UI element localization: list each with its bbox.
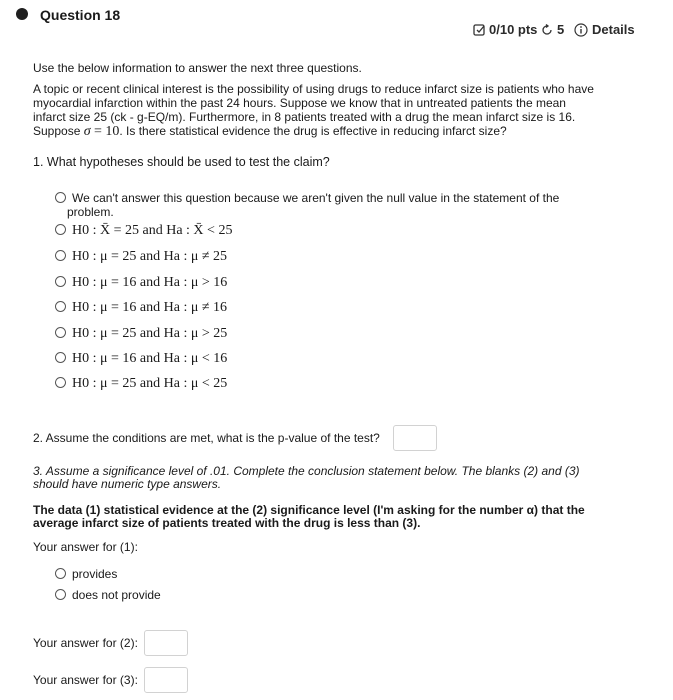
q1-option-7[interactable]	[55, 376, 227, 392]
q1-option-0-radio[interactable]	[55, 192, 66, 203]
checkbox-edit-icon	[473, 23, 486, 36]
q1-option-2-radio[interactable]	[55, 250, 66, 261]
q3-choice-provides[interactable]	[55, 567, 117, 581]
q3-choice-does-not-provide-label: does not provide	[72, 588, 161, 602]
sigma-value: = 10	[93, 124, 120, 139]
q2-prompt: 2. Assume the conditions are met, what is the p-value of the test?	[33, 431, 380, 445]
problem-line-3: infarct size 25 (ck - g-EQ/m). Furthermore, in 8 patients treated with a drug the mean infarct size is 16.	[33, 110, 576, 124]
details-label: Details	[592, 22, 635, 37]
q1-option-2[interactable]	[55, 249, 227, 265]
q1-option-5-radio[interactable]	[55, 327, 66, 338]
q1-option-1-radio[interactable]	[55, 224, 66, 235]
q1-option-7-label: H0 : μ = 25 and Ha : μ < 25	[72, 376, 228, 391]
q3-choice-provides-radio[interactable]	[55, 568, 66, 579]
q1-prompt: 1. What hypotheses should be used to test the claim?	[33, 155, 330, 169]
q1-option-6-radio[interactable]	[55, 352, 66, 363]
q2-pvalue-input[interactable]	[393, 425, 437, 451]
q3-statement-line-2: average infarct size of patients treated with the drug is less than (3).	[33, 516, 421, 530]
q1-option-4-radio[interactable]	[55, 301, 66, 312]
sigma-symbol: σ	[83, 124, 91, 139]
retries-info	[541, 22, 564, 37]
details-toggle[interactable]	[574, 22, 635, 37]
q1-option-5-label: H0 : μ = 25 and Ha : μ > 25	[72, 326, 228, 341]
retries-count: 5	[557, 22, 565, 37]
question-title: Question 18	[40, 7, 121, 23]
q1-option-5[interactable]	[55, 326, 227, 342]
q1-option-1-label: H0 : X̄ = 25 and Ha : X̄ < 25	[72, 223, 233, 238]
q3-choice-does-not-provide[interactable]	[55, 588, 161, 602]
answer1-label: Your answer for (1):	[33, 540, 138, 554]
q3-choice-does-not-provide-radio[interactable]	[55, 589, 66, 600]
q3-prompt-line-2: should have numeric type answers.	[33, 477, 222, 491]
q1-option-7-radio[interactable]	[55, 377, 66, 388]
q1-option-text[interactable]	[55, 191, 559, 219]
q1-option-0-line1: We can't answer this question because we aren't given the null value in the statement of the	[72, 191, 560, 205]
q1-option-3-label: H0 : μ = 16 and Ha : μ > 16	[72, 275, 228, 290]
answer3-label: Your answer for (3):	[33, 673, 138, 687]
q1-option-6-label: H0 : μ = 16 and Ha : μ < 16	[72, 351, 228, 366]
q1-option-4-label: H0 : μ = 16 and Ha : μ ≠ 16	[72, 300, 228, 315]
q1-option-3[interactable]	[55, 275, 227, 291]
q1-option-1[interactable]	[55, 223, 232, 239]
problem-line-2: myocardial infarction within the past 24 hours. Suppose we know that in untreated patients the mean	[33, 96, 566, 110]
q1-option-3-radio[interactable]	[55, 276, 66, 287]
q1-option-4[interactable]	[55, 300, 227, 316]
score-info	[473, 22, 537, 37]
info-icon	[574, 23, 588, 37]
retry-icon	[541, 24, 553, 36]
answer3-input[interactable]	[144, 667, 188, 693]
problem-line-4	[33, 124, 507, 139]
q3-prompt-line-1: 3. Assume a significance level of .01. Complete the conclusion statement below. The blanks (2) and (3)	[33, 464, 580, 478]
answer2-label: Your answer for (2):	[33, 636, 138, 650]
q3-statement-line-1: The data (1) statistical evidence at the (2) significance level (I'm asking for the number α) that the	[33, 503, 585, 517]
q1-option-0-line2: problem.	[67, 205, 114, 219]
suppose-suffix: . Is there statistical evidence the drug is effective in reducing infarct size?	[119, 124, 507, 138]
problem-line-1: A topic or recent clinical interest is the possibility of using drugs to reduce infarct size is patients who have	[33, 82, 594, 96]
question-bullet-icon	[16, 8, 28, 20]
q3-choice-provides-label: provides	[72, 567, 118, 581]
q1-option-6[interactable]	[55, 351, 227, 367]
score-text: 0/10 pts	[489, 22, 538, 37]
suppose-prefix: Suppose	[33, 124, 81, 138]
answer2-input[interactable]	[144, 630, 188, 656]
instruction-text: Use the below information to answer the next three questions.	[33, 61, 362, 75]
q1-option-2-label: H0 : μ = 25 and Ha : μ ≠ 25	[72, 249, 228, 264]
